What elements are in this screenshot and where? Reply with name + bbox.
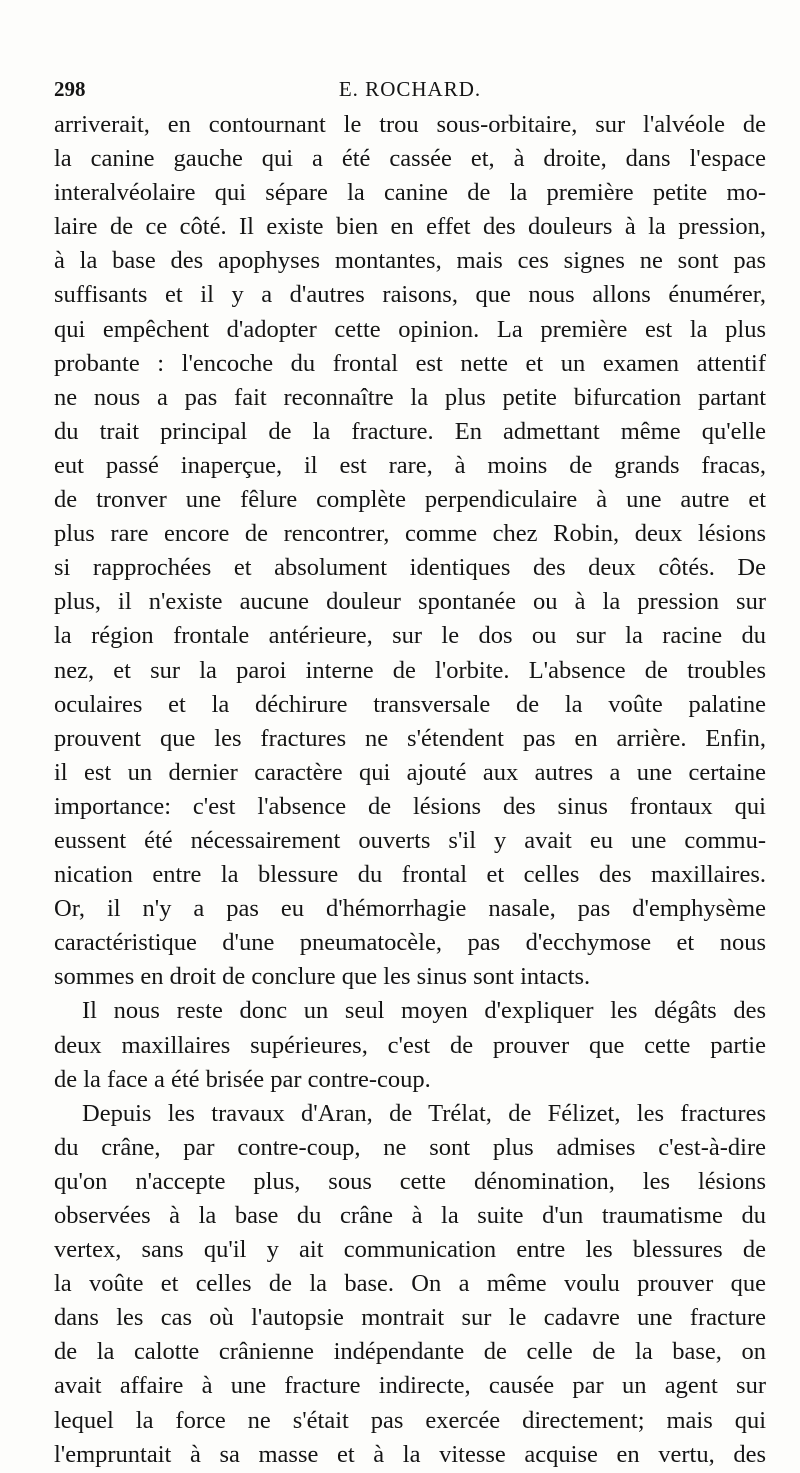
running-head: E. ROCHARD. [338,77,482,101]
text-line: si rapprochées et absolument identiques des deux côtés. De [54,554,766,582]
text-line: ne nous a pas fait reconnaître la plus petite bifurcation partant [54,383,766,411]
text-line: de tronver une fêlure complète perpendiculaire à une autre et [54,486,766,514]
body-text [54,108,766,1472]
text-line: eut passé inaperçue, il est rare, à moins de grands fracas, [54,451,766,479]
text-line: interalvéolaire qui sépare la canine de la première petite mo- [54,179,766,207]
text-line: dans les cas où l'autopsie montrait sur le cadavre une fracture [54,1304,766,1332]
text-line: de la calotte crânienne indépendante de celle de la base, on [54,1338,766,1366]
page-number: 298 [54,77,86,101]
text-line: la canine gauche qui a été cassée et, à droite, dans l'espace [54,145,766,173]
text-line: sommes en droit de conclure que les sinus sont intacts. [54,963,591,991]
text-line: plus, il n'existe aucune douleur spontanée ou à la pression sur [54,588,766,616]
text-line: à la base des apophyses montantes, mais ces signes ne sont pas [54,247,766,275]
text-line: Depuis les travaux d'Aran, de Trélat, de Félizet, les fractures [82,1099,766,1127]
text-line: Or, il n'y a pas eu d'hémorrhagie nasale, pas d'emphysème [54,895,766,923]
text-line: prouvent que les fractures ne s'étendent pas en arrière. Enfin, [54,724,766,752]
text-line: il est un dernier caractère qui ajouté aux autres a une certaine [54,758,766,786]
text-line: du crâne, par contre-coup, ne sont plus admises c'est-à-dire [54,1133,766,1161]
text-line: deux maxillaires supérieures, c'est de prouver que cette partie [54,1031,766,1059]
text-line: la région frontale antérieure, sur le dos ou sur la racine du [54,622,766,650]
page-header [54,76,766,102]
text-line: avait affaire à une fracture indirecte, causée par un agent sur [54,1372,766,1400]
text-line: probante : l'encoche du frontal est nette et un examen attentif [54,349,766,377]
text-line: qui empêchent d'adopter cette opinion. La première est la plus [54,315,766,343]
text-line: importance: c'est l'absence de lésions des sinus frontaux qui [54,792,766,820]
text-line: observées à la base du crâne à la suite d'un traumatisme du [54,1202,766,1229]
text-line: nication entre la blessure du frontal et celles des maxillaires. [54,861,766,889]
text-line: l'empruntait à sa masse et à la vitesse acquise en vertu, des [54,1440,766,1468]
text-line: Il nous reste donc un seul moyen d'expliquer les dégâts des [82,997,766,1025]
text-line: du trait principal de la fracture. En admettant même qu'elle [54,417,766,445]
text-line: la voûte et celles de la base. On a même voulu prouver que [54,1270,766,1298]
text-line: plus rare encore de rencontrer, comme chez Robin, deux lésions [54,520,766,548]
text-line: laire de ce côté. Il existe bien en effet des douleurs à la pression, [54,213,766,241]
text-line: eussent été nécessairement ouverts s'il y avait eu une commu- [54,826,766,854]
text-line: vertex, sans qu'il y ait communication entre les blessures de [54,1236,766,1264]
text-line: oculaires et la déchirure transversale de la voûte palatine [54,690,766,718]
text-line: qu'on n'accepte plus, sous cette dénomination, les lésions [54,1167,766,1195]
text-line: arriverait, en contournant le trou sous-orbitaire, sur l'alvéole de [54,111,766,138]
text-line: caractéristique d'une pneumatocèle, pas d'ecchymose et nous [54,929,766,957]
text-line: nez, et sur la paroi interne de l'orbite. L'absence de troubles [54,656,766,684]
text-line: lequel la force ne s'était pas exercée directement; mais qui [54,1406,766,1434]
text-line: de la face a été brisée par contre-coup. [54,1065,431,1093]
text-line: suffisants et il y a d'autres raisons, que nous allons énumérer, [54,281,766,309]
